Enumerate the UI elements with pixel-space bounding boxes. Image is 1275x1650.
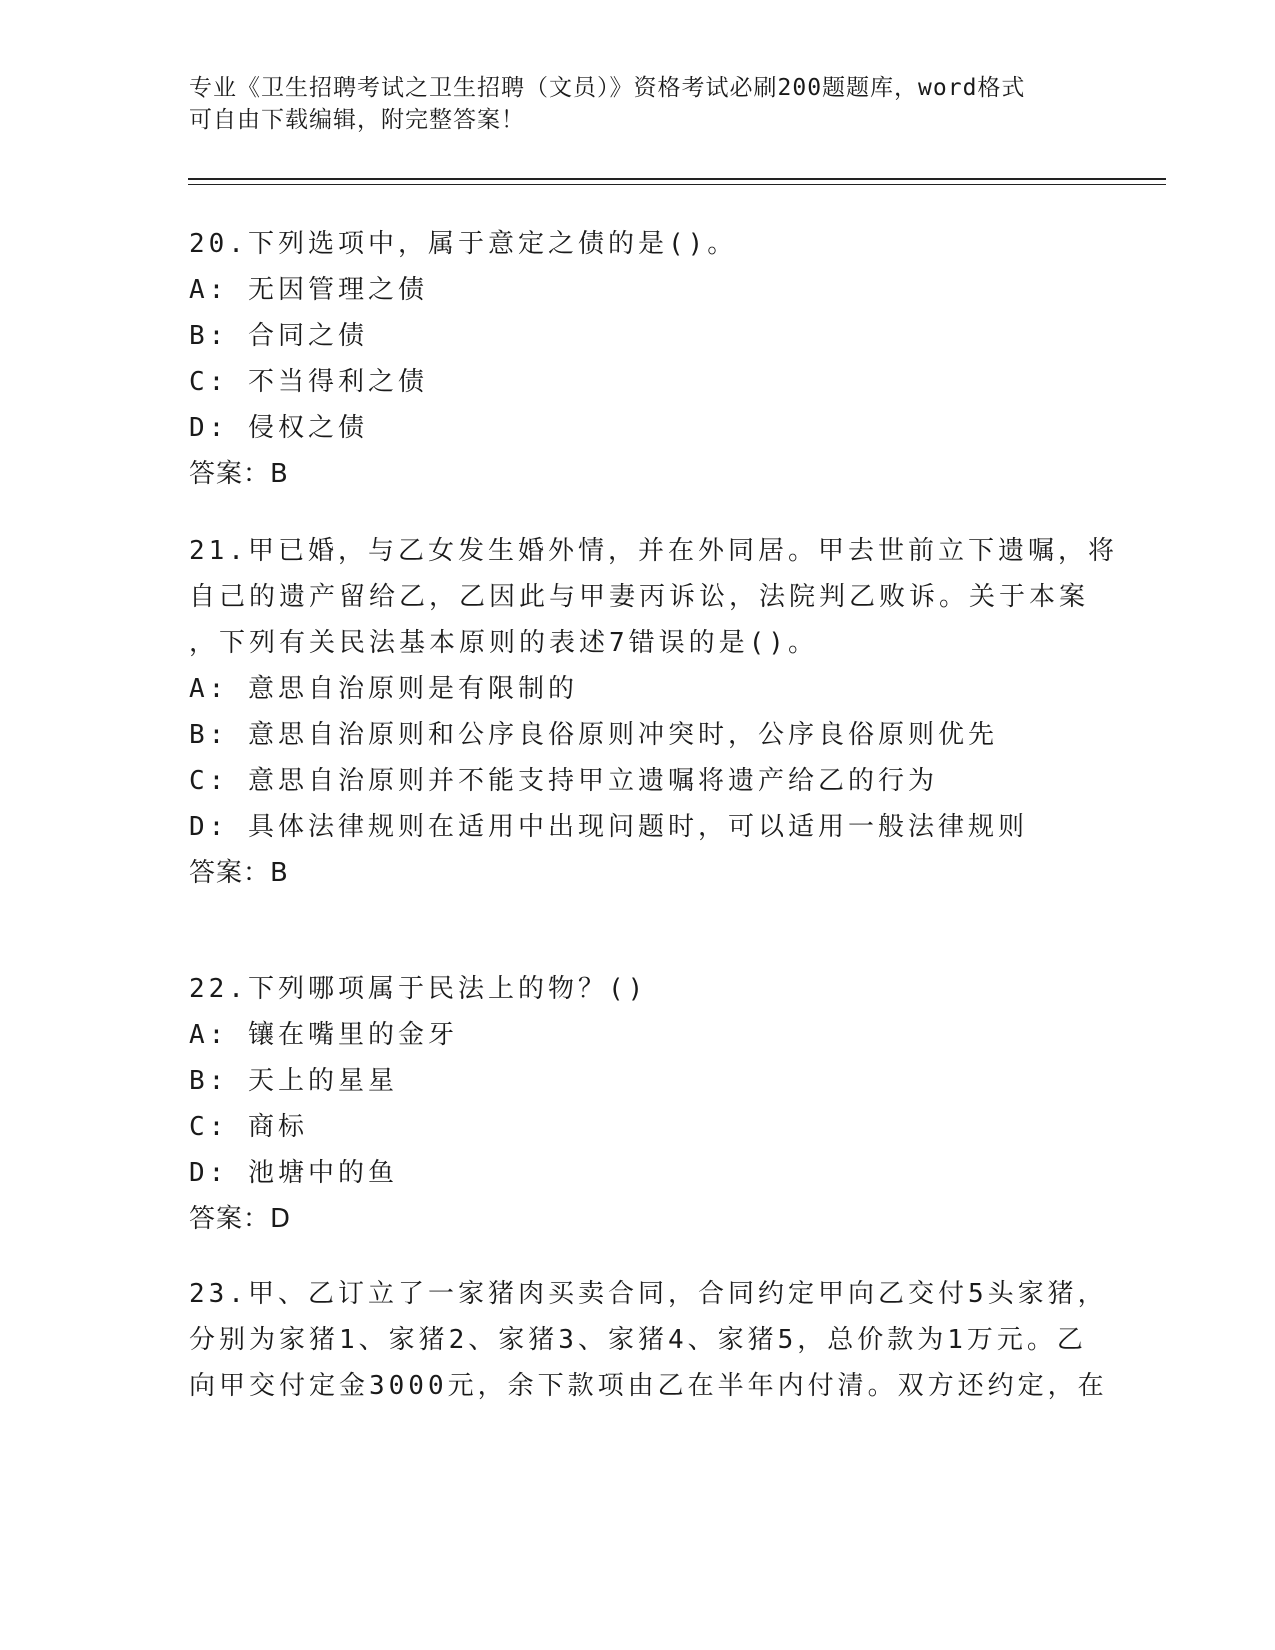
option-c: C: 商标 <box>189 1112 308 1142</box>
question-stem-line-3: ，下列有关民法基本原则的表述7错误的是()。 <box>189 628 818 658</box>
question-stem-line-1: 23.甲、乙订立了一家猪肉买卖合同，合同约定甲向乙交付5头家猪， <box>189 1279 1108 1309</box>
option-a: A: 镶在嘴里的金牙 <box>189 1020 458 1050</box>
header-rule-thick <box>188 178 1166 180</box>
question-stem-line-1: 21.甲已婚，与乙女发生婚外情，并在外同居。甲去世前立下遗嘱，将 <box>189 536 1118 566</box>
question-20 <box>189 221 1109 497</box>
option-a: A: 无因管理之债 <box>189 275 428 305</box>
header-line-1: 专业《卫生招聘考试之卫生招聘（文员）》资格考试必刷200题题库，word格式 <box>189 75 1026 101</box>
option-c: C: 不当得利之债 <box>189 367 428 397</box>
answer-line: 答案：D <box>189 1204 292 1234</box>
option-b: B: 意思自治原则和公序良俗原则冲突时，公序良俗原则优先 <box>189 720 998 750</box>
header-line-2: 可自由下载编辑，附完整答案！ <box>189 107 525 133</box>
option-b: B: 天上的星星 <box>189 1066 398 1096</box>
document-header <box>189 72 1089 136</box>
question-21 <box>189 528 1118 896</box>
option-a: A: 意思自治原则是有限制的 <box>189 674 578 704</box>
question-stem-line-2: 分别为家猪1、家猪2、家猪3、家猪4、家猪5，总价款为1万元。乙 <box>189 1325 1087 1355</box>
question-23 <box>189 1271 1109 1409</box>
answer-line: 答案：B <box>189 858 289 888</box>
option-c: C: 意思自治原则并不能支持甲立遗嘱将遗产给乙的行为 <box>189 766 938 796</box>
option-d: D: 侵权之债 <box>189 413 368 443</box>
answer-line: 答案：B <box>189 459 289 489</box>
question-stem: 20.下列选项中，属于意定之债的是()。 <box>189 229 738 259</box>
option-b: B: 合同之债 <box>189 321 368 351</box>
question-22 <box>189 966 1109 1242</box>
option-d: D: 池塘中的鱼 <box>189 1158 398 1188</box>
question-stem-line-2: 自己的遗产留给乙，乙因此与甲妻丙诉讼，法院判乙败诉。关于本案 <box>189 582 1090 612</box>
header-rule-thin <box>188 184 1166 185</box>
option-d: D: 具体法律规则在适用中出现问题时，可以适用一般法律规则 <box>189 812 1028 842</box>
question-stem: 22.下列哪项属于民法上的物？() <box>189 974 648 1004</box>
question-stem-line-3: 向甲交付定金3000元，余下款项由乙在半年内付清。双方还约定，在 <box>189 1371 1108 1401</box>
